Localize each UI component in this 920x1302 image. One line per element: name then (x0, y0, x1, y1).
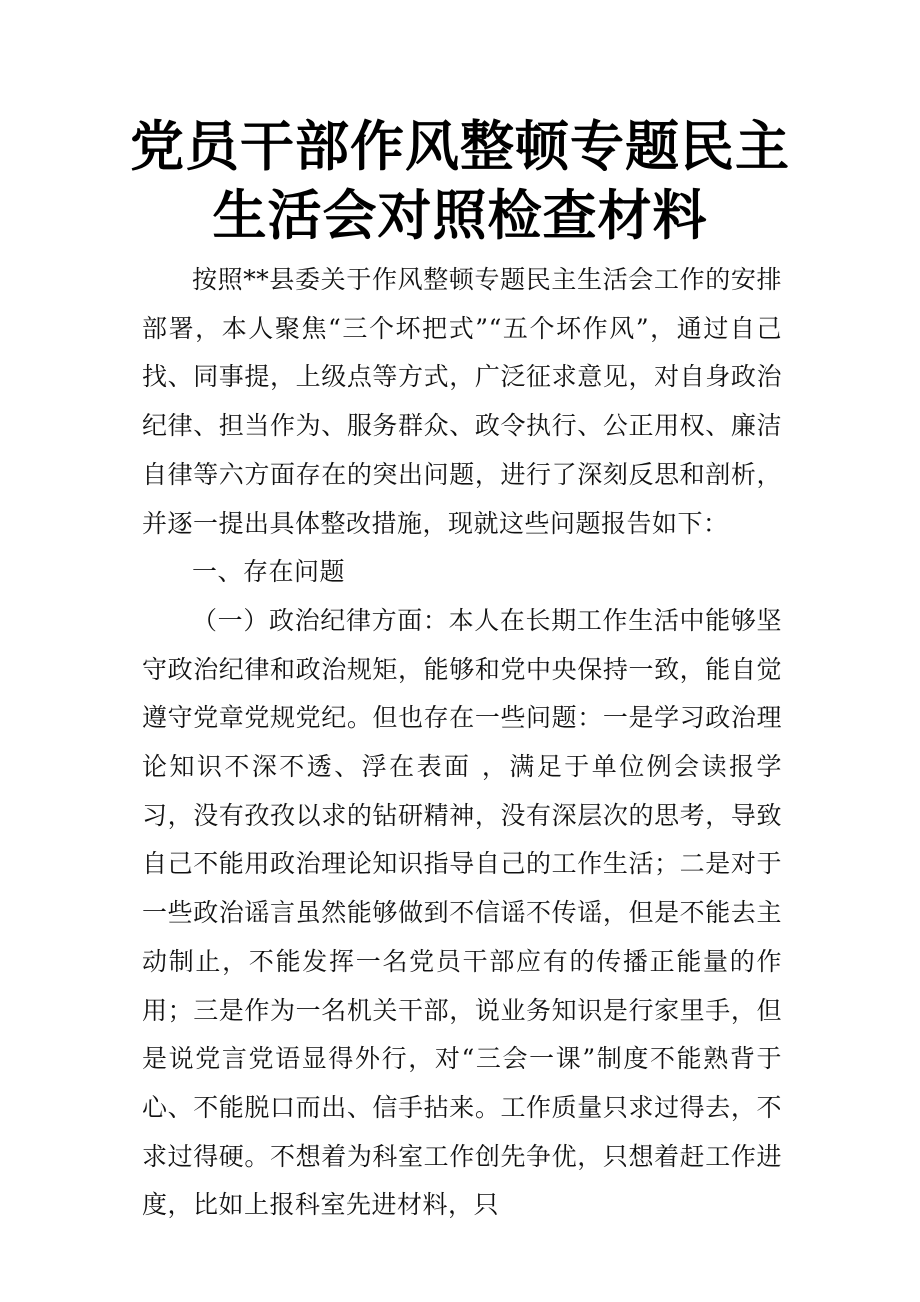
document-body (142, 256, 782, 1230)
intro-paragraph: 按照**县委关于作风整顿专题民主生活会工作的安排部署，本人聚焦“三个坏把式”“五个坏作风”，通过自己找、同事提，上级点等方式，广泛征求意见，对自身政治纪律、担当作为、服务群众、政令执行、公正用权、廉洁自律等六方面存在的突出问题，进行了深刻反思和剖析，并逐一提出具体整改措施，现就这些问题报告如下： (142, 265, 782, 538)
document-title: 党员干部作风整顿专题民主生活会对照检查材料 (130, 115, 790, 247)
political-discipline-paragraph: （一）政治纪律方面：本人在长期工作生活中能够坚守政治纪律和政治规矩，能够和党中央保持一致，能自觉遵守党章党规党纪。但也存在一些问题：一是学习政治理论知识不深不透、浮在表面 ，满足于单位例会读报学习，没有孜孜以求的钻研精神，没有深层次的思考，导致自己不能用政治理论知识指导自己的工作生活；二是对于一些政治谣言虽然能够做到不信谣不传谣，但是不能去主动制止，不能发挥一名党员干部应有的传播正能量的作用；三是作为一名机关干部，说业务知识是行家里手，但是说党言党语显得外行，对“三会一课”制度不能熟背于心、不能脱口而出、信手拈来。工作质量只求过得去，不求过得硬。不想着为科室工作创先争优，只想着赶工作进度，比如上报科室先进材料，只 (142, 605, 782, 1220)
section-heading: 一、存在问题 (192, 557, 346, 587)
